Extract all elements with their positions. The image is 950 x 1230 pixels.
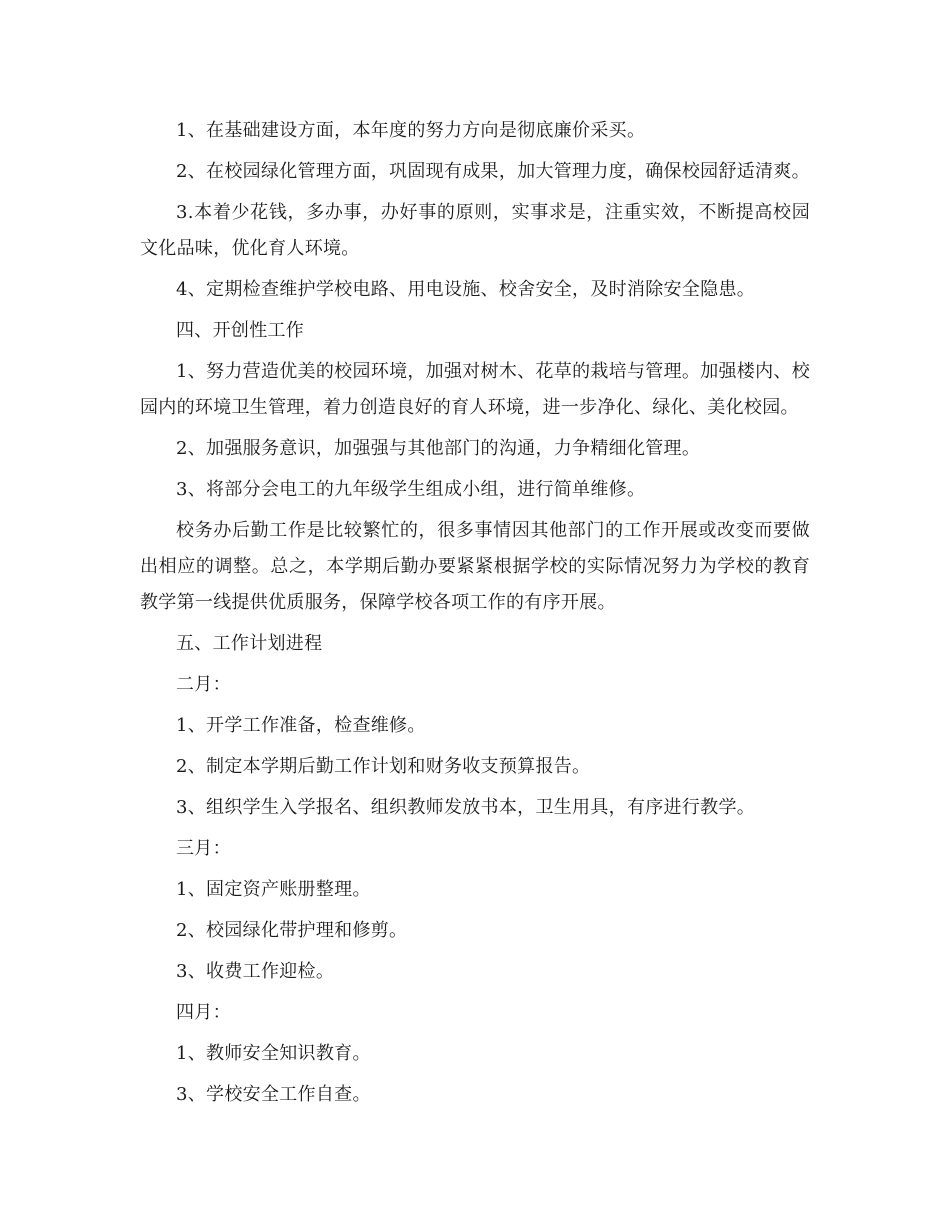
list-item: 2、制定本学期后勤工作计划和财务收支预算报告。 — [176, 756, 591, 777]
month-heading-february: 二月： — [176, 674, 231, 695]
paragraph-campus-environment: 1、努力营造优美的校园环境，加强对树木、花草的栽培与管理。加强楼内、校园内的环境卫生管理，着力创造良好的育人环境，进一步净化、绿化、美化校园。 — [140, 361, 810, 418]
section-heading-schedule: 五、工作计划进程 — [176, 633, 323, 654]
list-item: 3、组织学生入学报名、组织教师发放书本，卫生用具，有序进行教学。 — [176, 797, 756, 818]
month-heading-march: 三月： — [176, 838, 231, 859]
list-item: 1、开学工作准备，检查维修。 — [176, 715, 426, 736]
paragraph-principle: 3.本着少花钱，多办事，办好事的原则，实事求是，注重实效，不断提高校园文化品味，优化育人环境。 — [140, 202, 810, 259]
list-item: 3、收费工作迎检。 — [176, 961, 335, 982]
list-item: 3、学校安全工作自查。 — [176, 1084, 371, 1105]
paragraph-infrastructure: 1、在基础建设方面，本年度的努力方向是彻底廉价采买。 — [176, 120, 646, 141]
list-item: 2、校园绿化带护理和修剪。 — [176, 920, 408, 941]
list-item: 1、教师安全知识教育。 — [176, 1043, 371, 1064]
paragraph-service-awareness: 2、加强服务意识，加强强与其他部门的沟通，力争精细化管理。 — [176, 438, 701, 459]
paragraph-student-repair: 3、将部分会电工的九年级学生组成小组，进行简单维修。 — [176, 479, 646, 500]
paragraph-safety-check: 4、定期检查维护学校电路、用电设施、校舍安全，及时消除安全隐患。 — [176, 279, 756, 300]
paragraph-greening: 2、在校园绿化管理方面，巩固现有成果，加大管理力度，确保校园舒适清爽。 — [176, 161, 810, 182]
month-heading-april: 四月： — [176, 1002, 231, 1023]
list-item: 1、固定资产账册整理。 — [176, 879, 371, 900]
section-heading-pioneering: 四、开创性工作 — [176, 320, 305, 341]
paragraph-summary: 校务办后勤工作是比较繁忙的，很多事情因其他部门的工作开展或改变而要做出相应的调整。总之，本学期后勤办要紧紧根据学校的实际情况努力为学校的教育教学第一线提供优质服务，保障学校各项工作的有序开展。 — [140, 520, 810, 613]
document-body — [140, 113, 810, 1118]
